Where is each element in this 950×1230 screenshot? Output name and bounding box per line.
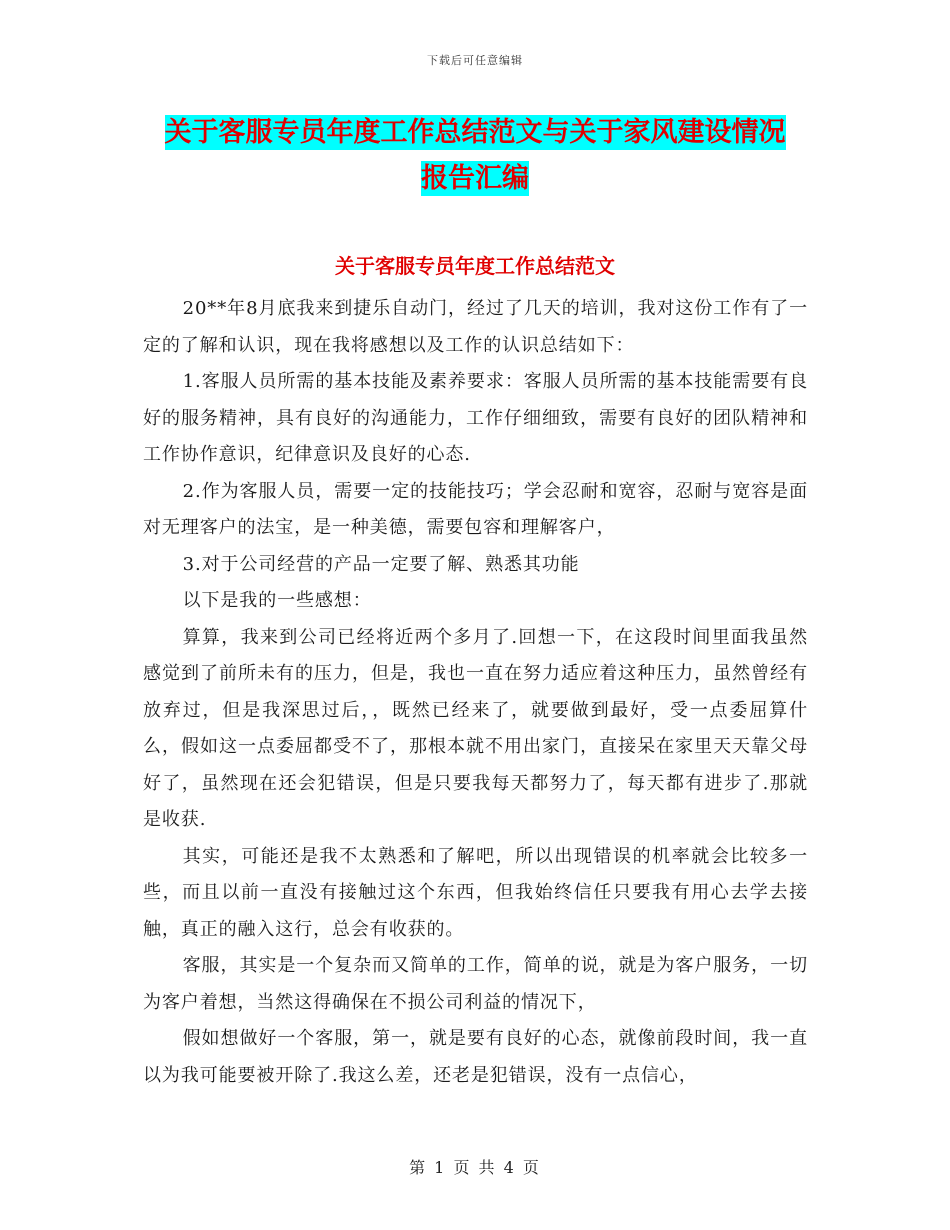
document-title-line-1: 关于客服专员年度工作总结范文与关于家风建设情况 — [164, 117, 786, 148]
header-note: 下载后可任意编辑 — [427, 54, 523, 67]
section-title: 关于客服专员年度工作总结范文 — [335, 254, 615, 278]
paragraph: 2.作为客服人员，需要一定的技能技巧；学会忍耐和宽容，忍耐与宽容是面对无理客户的法宝，是一种美德，需要包容和理解客户， — [143, 480, 808, 538]
paragraph: 20**年8月底我来到捷乐自动门，经过了几天的培训，我对这份工作有了一定的了解和认识，现在我将感想以及工作的认识总结如下： — [143, 298, 808, 356]
paragraph: 客服，其实是一个复杂而又简单的工作，简单的说，就是为客户服务，一切为客户着想，当然这得确保在不损公司利益的情况下， — [143, 955, 808, 1013]
paragraph: 算算，我来到公司已经将近两个多月了.回想一下，在这段时间里面我虽然感觉到了前所未有的压力，但是，我也一直在努力适应着这种压力，虽然曾经有放弃过，但是我深思过后，，既然已经来了，就要做到最好，受一点委屈算什么，假如这一点委屈都受不了，那根本就不用出家门，直接呆在家里天天靠父母好了，虽然现在还会犯错误，但是只要我每天都努力了，每天都有进步了.那就是收获. — [143, 626, 808, 830]
document-title — [0, 110, 950, 202]
paragraph: 以下是我的一些感想： — [182, 590, 372, 611]
paragraph: 3.对于公司经营的产品一定要了解、熟悉其功能 — [182, 553, 580, 575]
paragraph: 其实，可能还是我不太熟悉和了解吧，所以出现错误的机率就会比较多一些，而且以前一直没有接触过这个东西，但我始终信任只要我有用心去学去接触，真正的融入这行，总会有收获的。 — [143, 845, 808, 940]
paragraph: 1.客服人员所需的基本技能及素养要求：客服人员所需的基本技能需要有良好的服务精神，具有良好的沟通能力，工作仔细细致，需要有良好的团队精神和工作协作意识，纪律意识及良好的心态. — [143, 371, 808, 465]
document-title-line-2: 报告汇编 — [421, 163, 529, 194]
page-footer: 第 1 页 共 4 页 — [409, 1158, 541, 1177]
paragraph: 假如想做好一个客服，第一，就是要有良好的心态，就像前段时间，我一直以为我可能要被开除了.我这么差，还老是犯错误，没有一点信心， — [143, 1028, 808, 1086]
body-text — [143, 291, 808, 1094]
